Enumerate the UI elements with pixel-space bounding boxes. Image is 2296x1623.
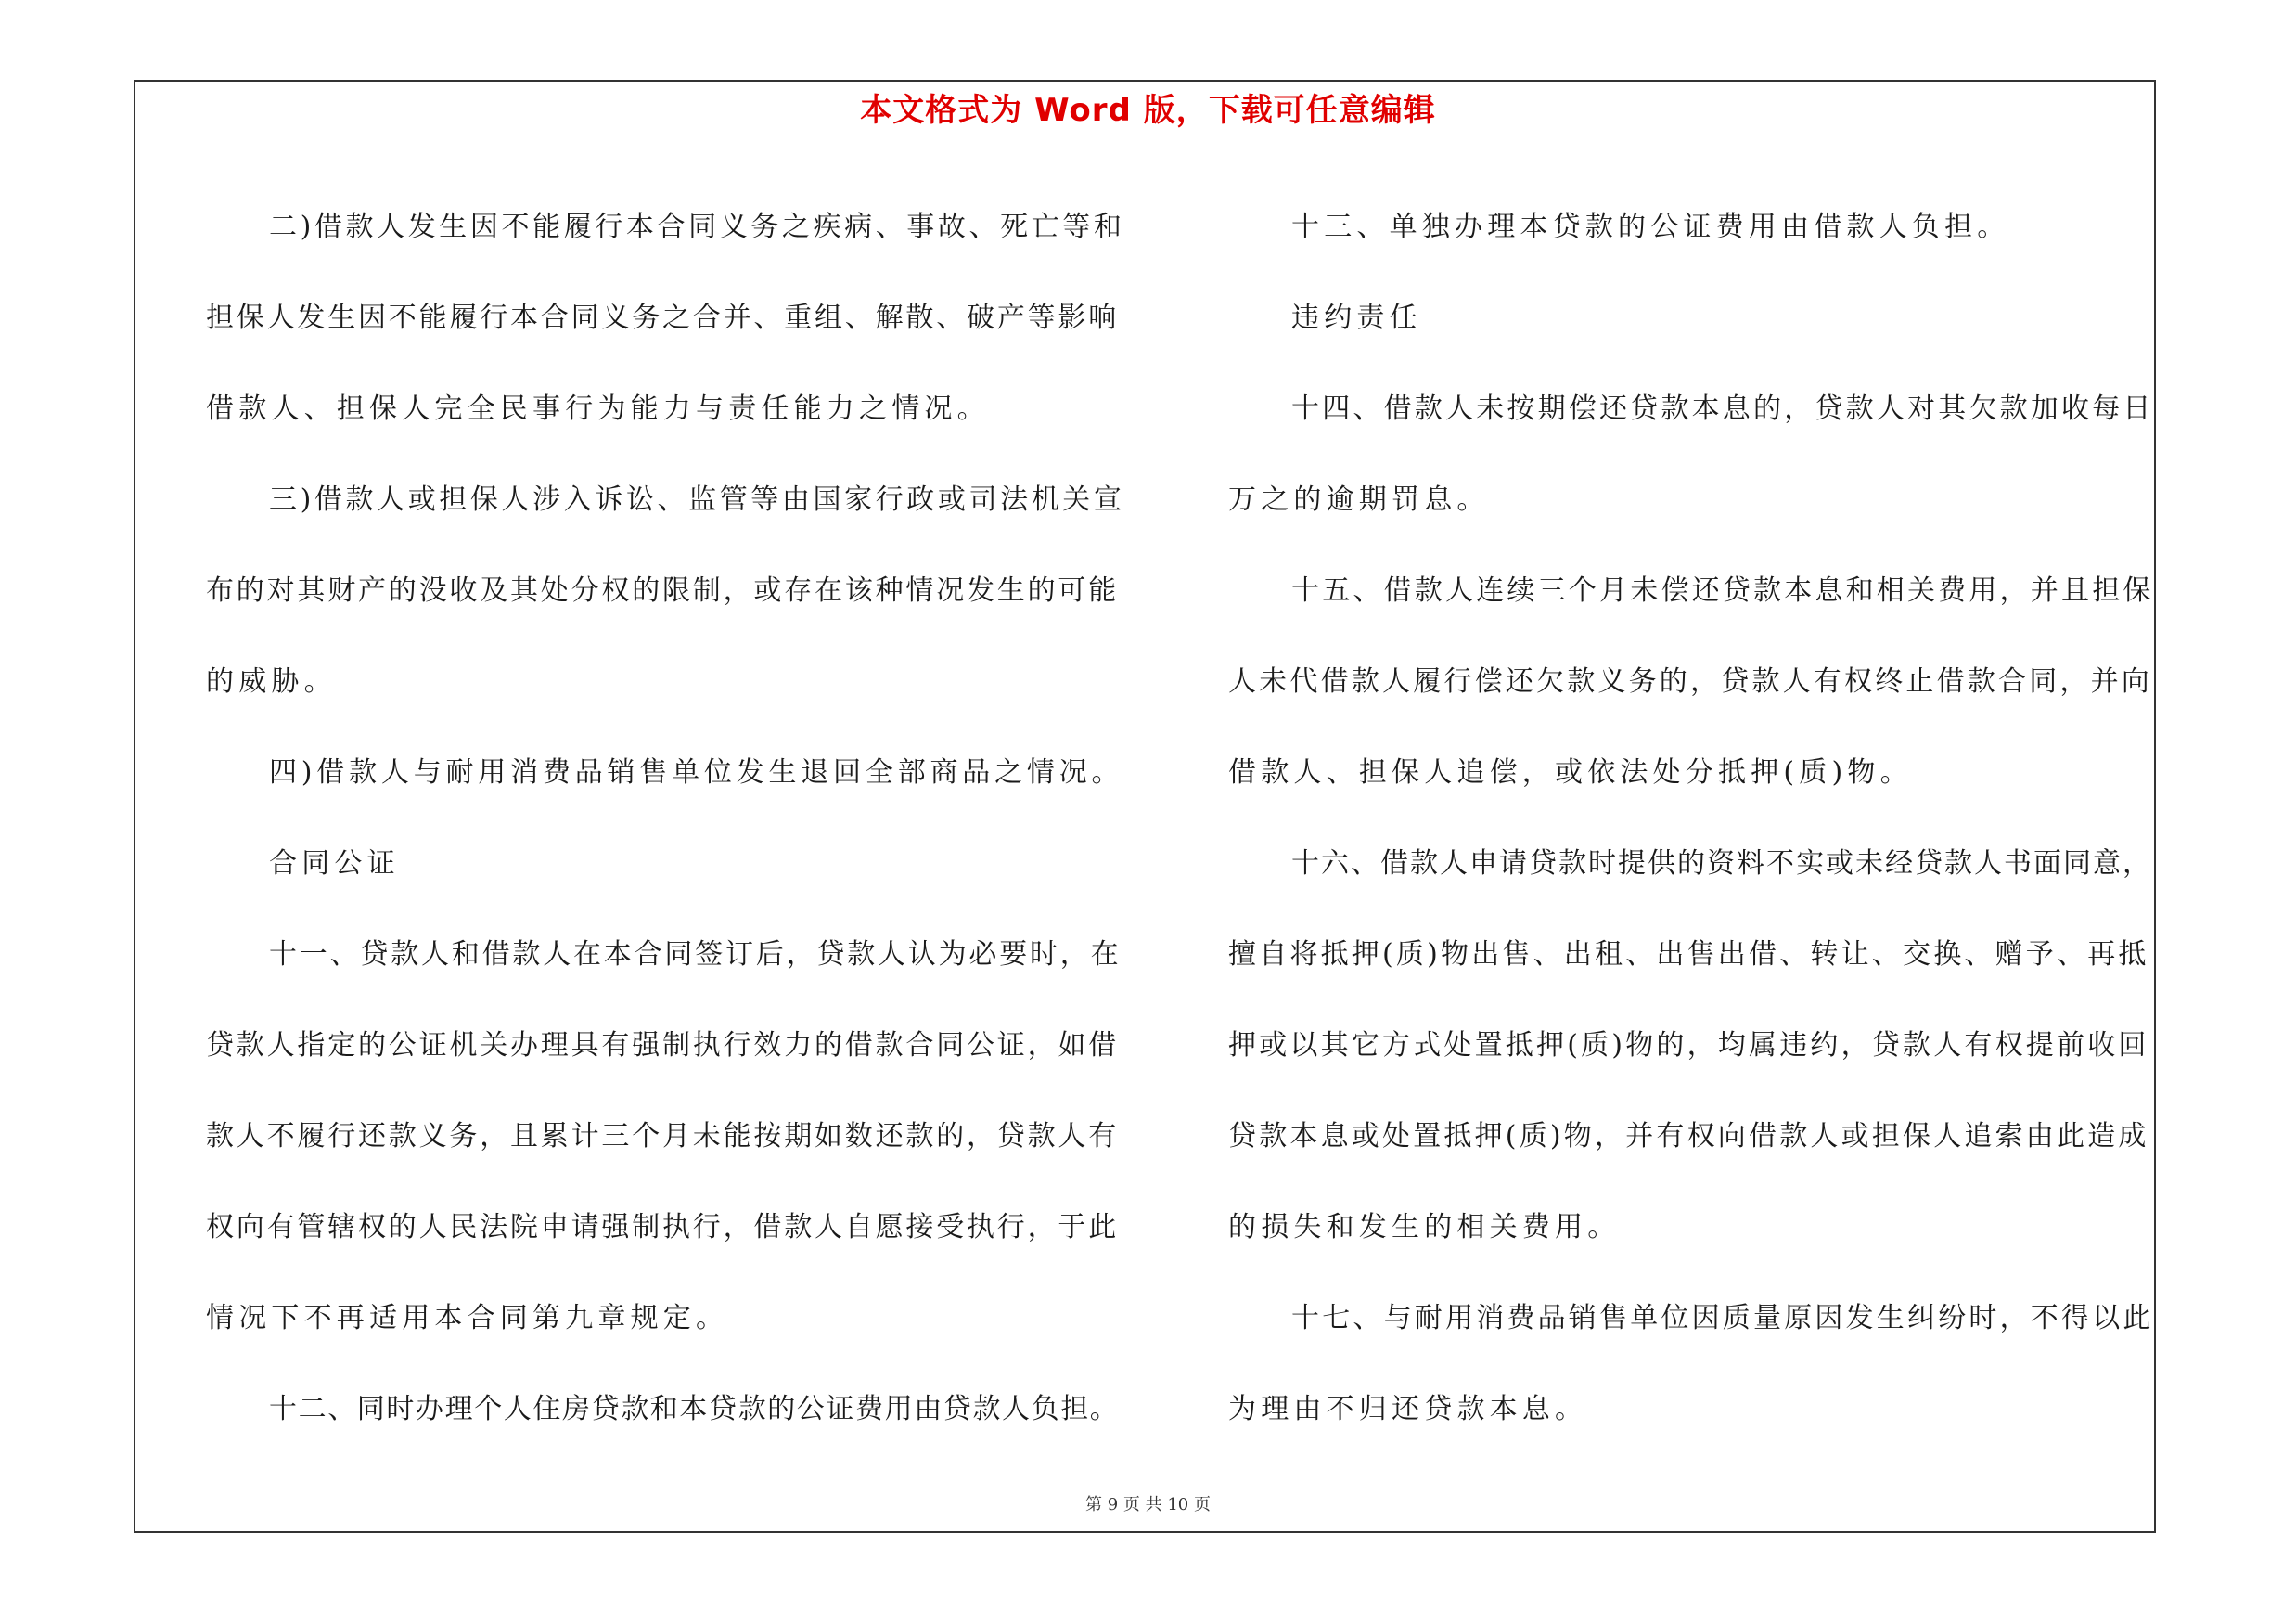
text-line: 借款人、担保人完全民事行为能力与责任能力之情况。 (206, 393, 990, 425)
text-line: 情况下不再适用本合同第九章规定。 (206, 1302, 729, 1334)
text-line: 担保人发生因不能履行本合同义务之合并、重组、解散、破产等影响 (206, 302, 1119, 334)
text-line: 三)借款人或担保人涉入诉讼、监管等由国家行政或司法机关宣 (269, 483, 1125, 516)
text-line: 擅自将抵押(质)物出售、出租、出售出借、转让、交换、赠予、再抵 (1228, 938, 2149, 971)
text-line: 贷款人指定的公证机关办理具有强制执行效力的借款合同公证，如借 (206, 1029, 1119, 1062)
left-text-column (206, 182, 1126, 1455)
text-line: 的损失和发生的相关费用。 (1228, 1211, 1621, 1243)
text-line: 权向有管辖权的人民法院申请强制执行，借款人自愿接受执行，于此 (206, 1211, 1119, 1243)
text-line: 贷款本息或处置抵押(质)物，并有权向借款人或担保人追索由此造成 (1228, 1120, 2149, 1153)
text-line: 十四、借款人未按期偿还贷款本息的，贷款人对其欠款加收每日 (1291, 393, 2154, 425)
text-line: 十一、贷款人和借款人在本合同签订后，贷款人认为必要时，在 (269, 938, 1122, 971)
text-line: 押或以其它方式处置抵押(质)物的，均属违约，贷款人有权提前收回 (1228, 1029, 2149, 1062)
text-line: 的威胁。 (206, 665, 337, 698)
text-line: 四)借款人与耐用消费品销售单位发生退回全部商品之情况。 (269, 756, 1124, 789)
text-line: 十六、借款人申请贷款时提供的资料不实或未经贷款人书面同意， (1291, 847, 2152, 880)
text-line: 二)借款人发生因不能履行本合同义务之疾病、事故、死亡等和 (269, 211, 1125, 243)
text-line: 万之的逾期罚息。 (1228, 483, 1490, 516)
text-line: 布的对其财产的没收及其处分权的限制，或存在该种情况发生的可能 (206, 574, 1119, 607)
text-line: 十五、借款人连续三个月未偿还贷款本息和相关费用，并且担保 (1291, 574, 2154, 607)
text-line: 十三、单独办理本贷款的公证费用由借款人负担。 (1291, 211, 2010, 243)
section-heading: 合同公证 (269, 847, 400, 880)
right-text-column (1228, 182, 2154, 1455)
text-line: 为理由不归还贷款本息。 (1228, 1393, 1588, 1425)
text-line: 款人不履行还款义务，且累计三个月未能按期如数还款的，贷款人有 (206, 1120, 1119, 1153)
format-banner: 本文格式为 Word 版，下载可任意编辑 (860, 92, 1436, 129)
section-heading: 违约责任 (1291, 302, 1422, 334)
page-number: 第 9 页 共 10 页 (1085, 1495, 1211, 1514)
text-line: 十七、与耐用消费品销售单位因质量原因发生纠纷时，不得以此 (1291, 1302, 2154, 1334)
text-line: 借款人、担保人追偿，或依法处分抵押(质)物。 (1228, 756, 1913, 789)
text-line: 人未代借款人履行偿还欠款义务的，贷款人有权终止借款合同，并向 (1228, 665, 2152, 698)
text-line: 十二、同时办理个人住房贷款和本贷款的公证费用由贷款人负担。 (269, 1393, 1120, 1425)
